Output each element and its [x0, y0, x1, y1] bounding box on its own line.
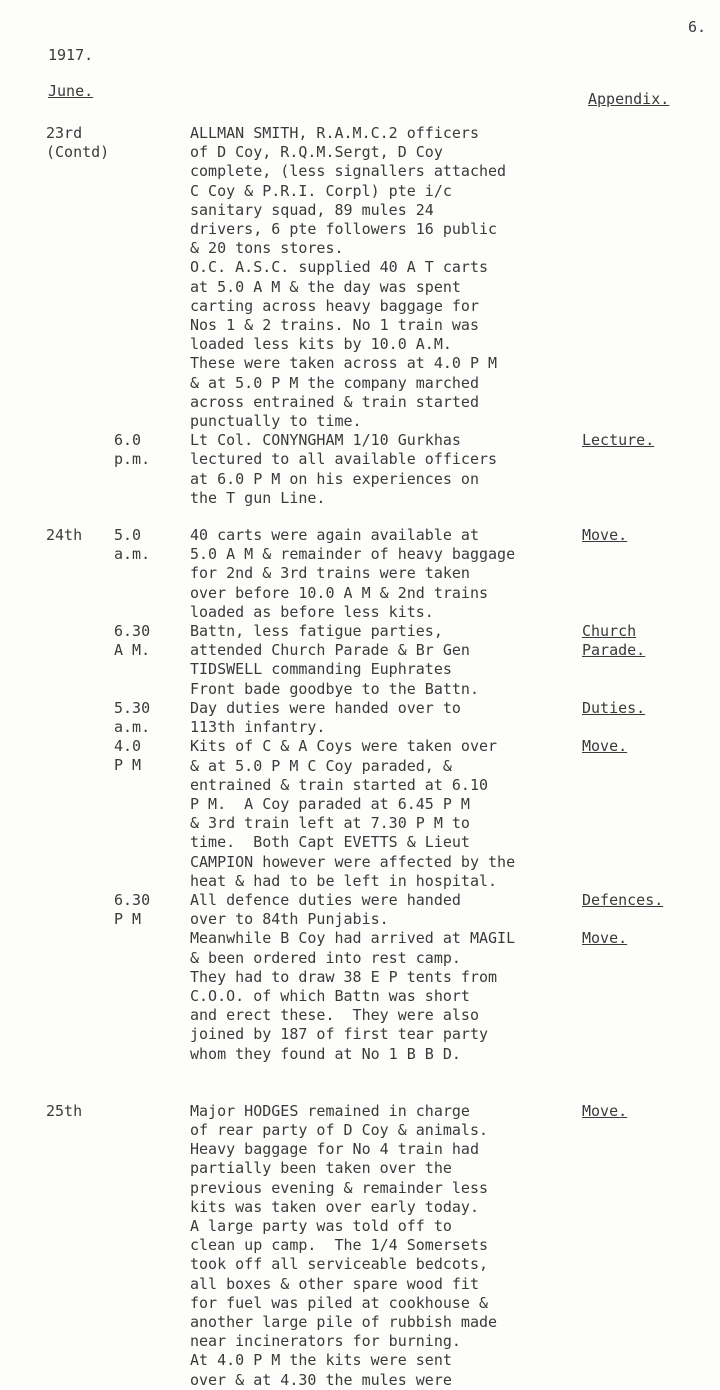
diary-entry: [0, 699, 720, 737]
entry-time: 5.30 a.m.: [114, 698, 151, 736]
appendix-heading: Appendix.: [588, 90, 670, 108]
diary-entry: [0, 1102, 720, 1390]
entry-text: ALLMAN SMITH, R.A.M.C.2 officers of D Coy, R.Q.M.Sergt, D Coy complete, (less signallers attached C Coy & P.R.I. Corpl) pte i/c sanitary squad, 89 mules 24 drivers, 6 pte followers 16 public & 20 tons stores. O.C. A.S.C. supplied 40 A T carts at 5.0 A M & the day was spent carting across heavy baggage for Nos 1 & 2 trains. No 1 train was loaded less kits by 10.0 A.M. These were taken across at 4.0 P M & at 5.0 P M the company marched across entrained & train started punctually to time.: [190, 124, 507, 431]
entry-date: 24th: [46, 526, 83, 545]
entry-time: 6.0 p.m.: [114, 431, 151, 469]
entry-time: 6.30 A M.: [114, 622, 151, 660]
entry-appendix-note: Move.: [582, 929, 628, 948]
entry-text: Battn, less fatigue parties, attended Church Parade & Br Gen TIDSWELL commanding Euphrates Front bade goodbye to the Battn.: [190, 622, 479, 698]
entry-appendix-note: Move.: [582, 737, 628, 756]
entry-date: 25th: [46, 1101, 83, 1120]
entry-text: All defence duties were handed over to 84th Punjabis.: [190, 890, 461, 929]
diary-entry: [0, 891, 720, 929]
entry-time: 6.30 P M: [114, 890, 151, 928]
diary-entry: [0, 622, 720, 699]
diary-entry: [0, 431, 720, 508]
page-number: 6.: [688, 18, 707, 36]
entry-appendix-note: Defences.: [582, 890, 664, 909]
entry-appendix-note: Move.: [582, 526, 628, 545]
diary-entry: [0, 124, 720, 431]
month-heading: June.: [48, 82, 94, 100]
entry-date: 23rd (Contd): [46, 124, 110, 161]
entry-appendix-note: Move.: [582, 1101, 628, 1120]
entry-time: 5.0 a.m.: [114, 526, 151, 564]
entry-appendix-note: Duties.: [582, 698, 646, 717]
entry-text: 40 carts were again available at 5.0 A M & remainder of heavy baggage for 2nd & 3rd trains were taken over before 10.0 A M & 2nd trains loaded as before less kits.: [190, 526, 516, 621]
year-heading: 1917.: [48, 46, 94, 64]
entry-text: Major HODGES remained in charge of rear party of D Coy & animals. Heavy baggage for No 4 train had partially been taken over the previous evening & remainder less kits was taken over early today. A large party was told off to clean up camp. The 1/4 Somersets took off all serviceable bedcots, all boxes & other spare wood fit for fuel was piled at cookhouse & another large pile of rubbish made near incinerators for burning. At 4.0 P M the kits were sent over & at 4.30 the mules were: [190, 1101, 498, 1389]
entry-appendix-note: Lecture.: [582, 431, 655, 450]
diary-entries: [0, 124, 720, 1390]
entry-text: Lt Col. CONYNGHAM 1/10 Gurkhas lectured to all available officers at 6.0 P M on his experiences on the T gun Line.: [190, 431, 498, 507]
entry-text: Day duties were handed over to 113th infantry.: [190, 698, 461, 737]
entry-text: Meanwhile B Coy had arrived at MAGIL & been ordered into rest camp. They had to draw 38 E P tents from C.O.O. of which Battn was short and erect these. They were also joined by 187 of first tear party whom they found at No 1 B B D.: [190, 929, 516, 1063]
diary-entry: [0, 737, 720, 891]
entry-appendix-note: Church Parade.: [582, 622, 646, 660]
diary-entry: [0, 526, 720, 622]
entry-time: 4.0 P M: [114, 737, 142, 775]
entry-text: Kits of C & A Coys were taken over & at 5.0 P M C Coy paraded, & entrained & train started at 6.10 P M. A Coy paraded at 6.45 P M & 3rd train left at 7.30 P M to time. Both Capt EVETTS & Lieut CAMPION however were affected by the heat & had to be left in hospital.: [190, 737, 516, 890]
diary-entry: [0, 929, 720, 1063]
